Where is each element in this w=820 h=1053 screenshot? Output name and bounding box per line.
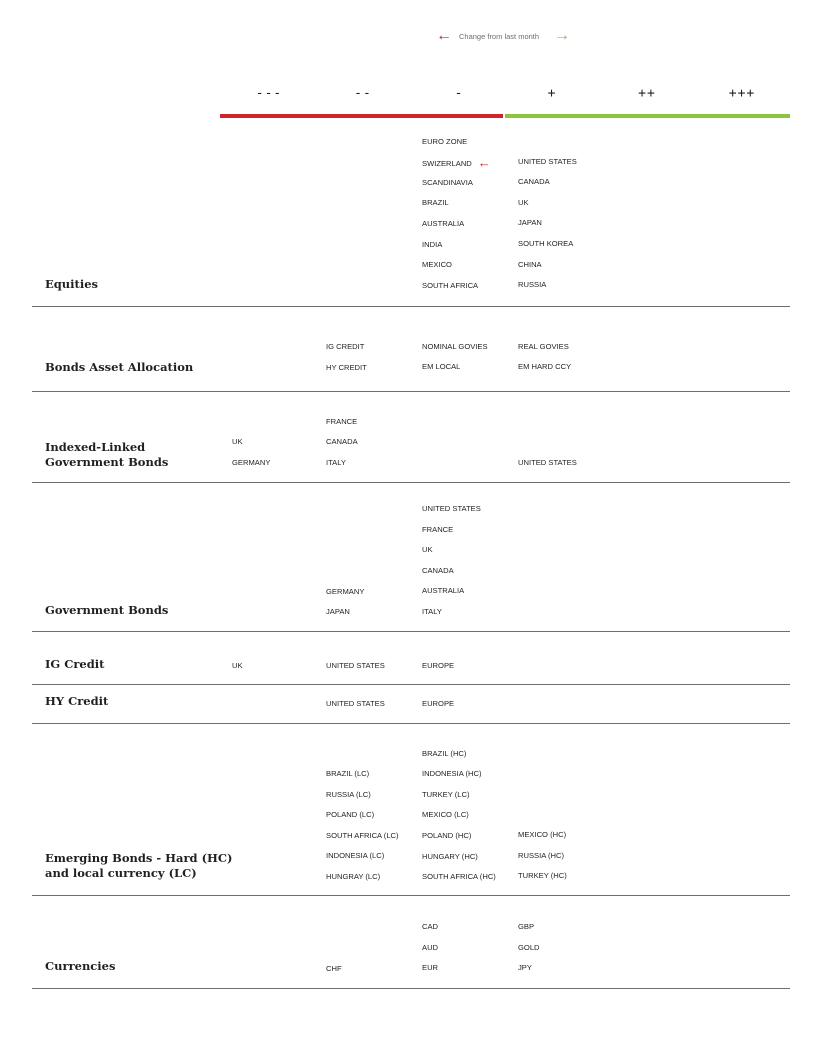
list-item: GERMANY <box>232 458 271 467</box>
list-item: CANADA <box>518 177 550 186</box>
list-item: POLAND (LC) <box>326 810 375 819</box>
list-item: HY CREDIT <box>326 363 367 372</box>
scale-minus3: --- <box>255 86 283 101</box>
list-item: UNITED STATES <box>326 661 385 670</box>
row-label-hy-credit: HY Credit <box>45 694 109 708</box>
list-item: INDIA <box>422 240 443 249</box>
list-item: RUSSIA (LC) <box>326 790 371 799</box>
list-item: REAL GOVIES <box>518 342 569 351</box>
list-item: SOUTH AFRICA (LC) <box>326 831 399 840</box>
divider <box>32 895 790 896</box>
row-label-bonds-asset-allocation: Bonds Asset Allocation <box>45 360 194 374</box>
list-item: EUROPE <box>422 699 455 708</box>
list-item: NOMINAL GOVIES <box>422 342 488 351</box>
list-item: FRANCE <box>326 417 358 426</box>
arrow-left-icon: ← <box>436 27 452 44</box>
list-item: ITALY <box>326 458 346 467</box>
list-item: SWIZERLAND ← <box>422 155 491 170</box>
scale-plus2: ++ <box>638 86 656 101</box>
list-item: UNITED STATES <box>518 157 577 166</box>
list-item: GERMANY <box>326 587 365 596</box>
list-item: UNITED STATES <box>518 458 577 467</box>
list-item: INDONESIA (LC) <box>326 851 385 860</box>
list-item: CHF <box>326 964 342 973</box>
list-item: FRANCE <box>422 525 454 534</box>
list-item: ITALY <box>422 607 442 616</box>
negative-bar <box>220 114 503 118</box>
list-item: GBP <box>518 922 535 931</box>
scale-plus3: +++ <box>728 86 756 101</box>
list-item: TURKEY (HC) <box>518 871 567 880</box>
list-item: GOLD <box>518 943 540 952</box>
list-item: CANADA <box>422 566 454 575</box>
list-item: BRAZIL (LC) <box>326 769 370 778</box>
row-label-currencies: Currencies <box>45 959 116 973</box>
list-item: EUROPE <box>422 661 455 670</box>
list-item: RUSSIA <box>518 280 547 289</box>
list-item: BRAZIL <box>422 198 449 207</box>
scale-minus2: -- <box>354 86 372 101</box>
list-item: BRAZIL (HC) <box>422 749 467 758</box>
list-item: HUNGRAY (LC) <box>326 872 381 881</box>
list-item: UK <box>232 661 243 670</box>
list-item: SOUTH KOREA <box>518 239 574 248</box>
list-item: UK <box>518 198 529 207</box>
list-item: JPY <box>518 963 532 972</box>
list-item: HUNGARY (HC) <box>422 852 478 861</box>
list-item: AUSTRALIA <box>422 219 465 228</box>
list-item: RUSSIA (HC) <box>518 851 564 860</box>
list-item: CAD <box>422 922 439 931</box>
list-item: MEXICO (LC) <box>422 810 469 819</box>
row-label-government-bonds: Government Bonds <box>45 603 169 617</box>
list-item: JAPAN <box>518 218 542 227</box>
list-item: POLAND (HC) <box>422 831 472 840</box>
divider <box>32 988 790 989</box>
list-item: UNITED STATES <box>326 699 385 708</box>
row-label-emerging-bonds: Emerging Bonds - Hard (HC) and local currency (LC) <box>45 851 233 880</box>
row-label-ig-credit: IG Credit <box>45 657 105 671</box>
arrow-right-icon: → <box>554 27 570 44</box>
divider <box>32 723 790 724</box>
scale-minus1: - <box>454 86 464 101</box>
list-item: SCANDINAVIA <box>422 178 473 187</box>
list-item: TURKEY (LC) <box>422 790 470 799</box>
change-arrow-icon: ← <box>477 155 491 170</box>
divider <box>32 631 790 632</box>
list-item: CHINA <box>518 260 542 269</box>
list-item: UNITED STATES <box>422 504 481 513</box>
scale-plus1: + <box>547 86 557 101</box>
list-item: IG CREDIT <box>326 342 365 351</box>
row-label-indexed-linked: Indexed-Linked Government Bonds <box>45 440 169 469</box>
row-label-equities: Equities <box>45 277 99 291</box>
positive-bar <box>505 114 790 118</box>
list-item: AUSTRALIA <box>422 586 465 595</box>
divider <box>32 482 790 483</box>
list-item: MEXICO <box>422 260 452 269</box>
list-item: UK <box>232 437 243 446</box>
change-legend <box>436 27 576 45</box>
list-item: INDONESIA (HC) <box>422 769 482 778</box>
list-item: CANADA <box>326 437 358 446</box>
list-item: EM HARD CCY <box>518 362 572 371</box>
legend-text: Change from last month <box>459 32 540 41</box>
list-item: SOUTH AFRICA <box>422 281 479 290</box>
list-item: EM LOCAL <box>422 362 461 371</box>
list-item: MEXICO (HC) <box>518 830 567 839</box>
list-item: JAPAN <box>326 607 350 616</box>
list-item: EURO ZONE <box>422 137 468 146</box>
list-item: EUR <box>422 963 439 972</box>
list-item: UK <box>422 545 433 554</box>
divider <box>32 684 790 685</box>
list-item: SOUTH AFRICA (HC) <box>422 872 496 881</box>
divider <box>32 306 790 307</box>
list-item: AUD <box>422 943 439 952</box>
divider <box>32 391 790 392</box>
